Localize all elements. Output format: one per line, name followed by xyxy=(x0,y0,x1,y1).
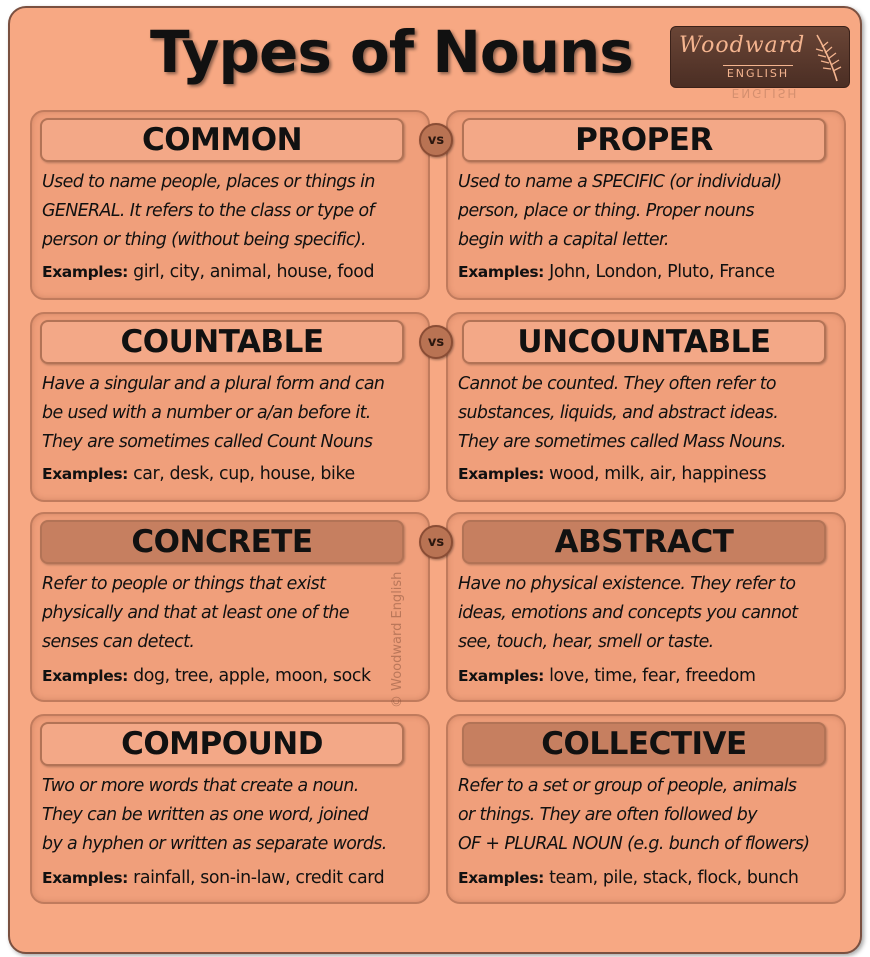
vs-badge: vs xyxy=(419,123,453,157)
fern-icon xyxy=(809,31,843,83)
card-description: Refer to a set or group of people, animals or things. They are often followed by OF + PLURAL NOUN (e.g. bunch of flowers) xyxy=(458,776,810,854)
watermark: © Woodward English xyxy=(390,571,405,708)
examples-text: dog, tree, apple, moon, sock xyxy=(133,666,371,686)
card-examples xyxy=(42,666,424,686)
examples-label: Examples: xyxy=(42,263,128,281)
card-compound xyxy=(30,714,430,904)
examples-label: Examples: xyxy=(42,869,128,887)
card-examples xyxy=(42,868,424,888)
logo-name: Woodward xyxy=(679,33,806,58)
poster xyxy=(8,6,862,954)
examples-label: Examples: xyxy=(458,263,544,281)
card-description: Refer to people or things that exist physically and that at least one of the senses can detect. xyxy=(42,574,349,652)
card-heading: ABSTRACT xyxy=(462,520,826,564)
card-heading: COLLECTIVE xyxy=(462,722,826,766)
logo-reflection: ENGLISH xyxy=(731,86,799,100)
woodward-logo xyxy=(670,26,850,88)
examples-text: car, desk, cup, house, bike xyxy=(133,464,355,484)
vs-badge: vs xyxy=(419,325,453,359)
examples-label: Examples: xyxy=(42,667,128,685)
examples-label: Examples: xyxy=(458,667,544,685)
examples-text: girl, city, animal, house, food xyxy=(133,262,375,282)
card-uncountable xyxy=(446,312,846,502)
examples-text: rainfall, son-in-law, credit card xyxy=(133,868,385,888)
card-description: Cannot be counted. They often refer to substances, liquids, and abstract ideas. They are sometimes called Mass Nouns. xyxy=(458,374,786,452)
card-examples xyxy=(458,868,840,888)
vs-badge: vs xyxy=(419,525,453,559)
card-description: Have no physical existence. They refer to ideas, emotions and concepts you cannot see, touch, hear, smell or taste. xyxy=(458,574,798,652)
examples-label: Examples: xyxy=(42,465,128,483)
card-heading: PROPER xyxy=(462,118,826,162)
card-heading: COMMON xyxy=(40,118,404,162)
examples-label: Examples: xyxy=(458,869,544,887)
logo-sub: ENGLISH xyxy=(723,65,793,80)
card-examples xyxy=(42,262,424,282)
card-collective xyxy=(446,714,846,904)
card-heading: UNCOUNTABLE xyxy=(462,320,826,364)
card-proper xyxy=(446,110,846,300)
card-abstract xyxy=(446,512,846,702)
card-concrete xyxy=(30,512,430,702)
card-heading: COMPOUND xyxy=(40,722,404,766)
card-description: Two or more words that create a noun. They can be written as one word, joined by a hyphen or written as separate words. xyxy=(42,776,387,854)
card-examples xyxy=(458,666,840,686)
card-description: Used to name a SPECIFIC (or individual) person, place or thing. Proper nouns begin with a capital letter. xyxy=(458,172,782,250)
examples-text: love, time, fear, freedom xyxy=(549,666,756,686)
examples-text: John, London, Pluto, France xyxy=(549,262,775,282)
card-countable xyxy=(30,312,430,502)
card-examples xyxy=(458,464,840,484)
examples-text: team, pile, stack, flock, bunch xyxy=(549,868,799,888)
card-description: Have a singular and a plural form and can be used with a number or a/an before it. They are sometimes called Count Nouns xyxy=(42,374,385,452)
examples-text: wood, milk, air, happiness xyxy=(549,464,767,484)
card-examples xyxy=(458,262,840,282)
card-examples xyxy=(42,464,424,484)
card-heading: COUNTABLE xyxy=(40,320,404,364)
card-common xyxy=(30,110,430,300)
card-heading: CONCRETE xyxy=(40,520,404,564)
page-title: Types of Nouns xyxy=(150,18,633,86)
card-description: Used to name people, places or things in GENERAL. It refers to the class or type of person or thing (without being specific). xyxy=(42,172,375,250)
examples-label: Examples: xyxy=(458,465,544,483)
